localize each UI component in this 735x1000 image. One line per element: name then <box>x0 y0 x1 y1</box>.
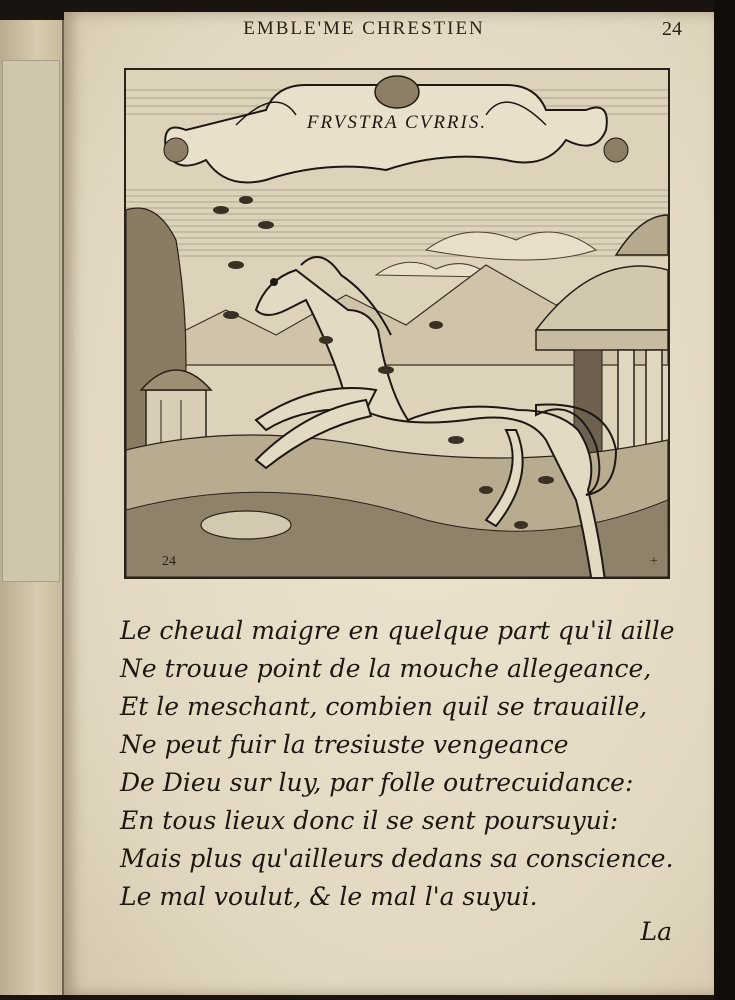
verse-line: Mais plus qu'ailleurs dedans sa conscience. <box>120 844 674 873</box>
facing-page-edge <box>0 20 64 995</box>
emblem-motto: FRVSTRA CVRRIS. <box>306 112 488 133</box>
rock <box>201 511 291 539</box>
verse-line: Et le meschant, combien quil se trauaille, <box>120 692 648 721</box>
verse-line: De Dieu sur luy, par folle outrecuidance: <box>120 768 634 797</box>
book-page <box>64 12 714 995</box>
left-dragon-head <box>164 138 188 162</box>
plate-mark: + <box>650 554 658 569</box>
verse-line: Ne trouue point de la mouche allegeance, <box>120 654 652 683</box>
motto-banner <box>164 76 628 183</box>
verse-block <box>120 612 680 916</box>
catchword: La <box>640 917 672 946</box>
running-head: EMBLE'ME CHRESTIEN <box>243 18 485 39</box>
verse-line: Le cheual maigre en quelque part qu'il aille <box>120 616 675 645</box>
right-dragon-head <box>604 138 628 162</box>
grotesque-mask <box>375 76 419 108</box>
verse-line: Ne peut fuir la tresiuste vengeance <box>120 730 569 759</box>
binding-shadow <box>714 0 735 1000</box>
horse-eye <box>271 279 277 285</box>
verse-line: En tous lieux donc il se sent poursuyui: <box>120 806 619 835</box>
page-number: 24 <box>662 18 682 40</box>
plate-number: 24 <box>162 554 176 569</box>
verse-line: Le mal voulut, & le mal l'a suyui. <box>120 882 538 911</box>
emblem-engraving <box>124 68 670 579</box>
engraving-illustration <box>126 70 668 577</box>
facing-page-plate <box>2 60 60 582</box>
